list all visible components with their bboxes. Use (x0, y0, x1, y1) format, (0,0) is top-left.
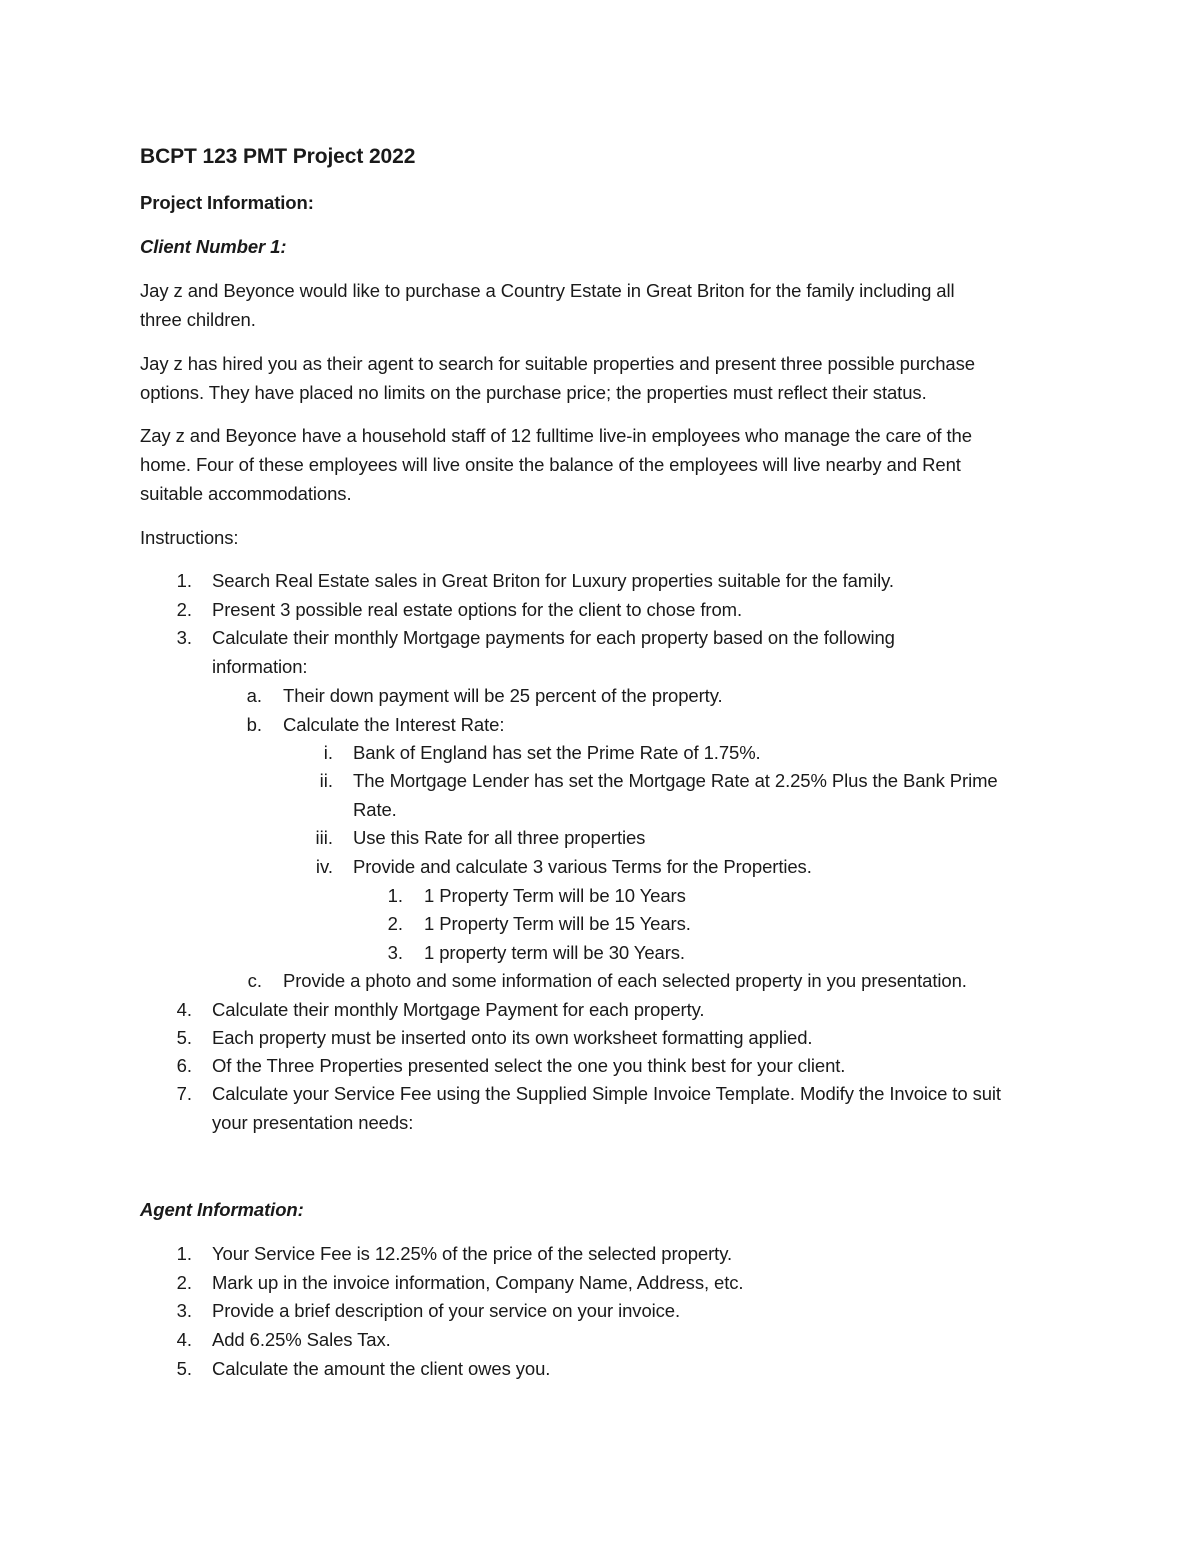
agent-heading: Agent Information: (140, 1199, 304, 1220)
list-item: Add 6.25% Sales Tax. (212, 1329, 391, 1350)
paragraph-line: options. They have placed no limits on the purchase price; the properties must reflect their status. (140, 382, 927, 403)
paragraph-line: Jay z has hired you as their agent to search for suitable properties and present three possible purchase (140, 353, 975, 374)
list-item: Present 3 possible real estate options for the client to chose from. (212, 599, 742, 620)
paragraph-line: home. Four of these employees will live onsite the balance of the employees will live nearby and Rent (140, 454, 961, 475)
client-heading: Client Number 1: (140, 236, 287, 257)
list-marker: 1. (387, 885, 403, 906)
list-marker: 2. (176, 599, 192, 620)
list-item: Calculate the Interest Rate: (283, 714, 505, 735)
list-marker: 1. (176, 570, 192, 591)
list-marker: 4. (176, 999, 192, 1020)
list-item: Calculate their monthly Mortgage payments for each property based on the following (212, 627, 895, 648)
list-item-continuation: your presentation needs: (212, 1112, 414, 1133)
list-marker: 4. (176, 1329, 192, 1350)
list-marker: ii. (319, 770, 333, 791)
list-marker: 6. (176, 1055, 192, 1076)
list-marker: a. (246, 685, 262, 706)
list-item: Their down payment will be 25 percent of the property. (283, 685, 723, 706)
list-marker: 5. (176, 1358, 192, 1379)
list-marker: 3. (176, 1300, 192, 1321)
list-item: Of the Three Properties presented select the one you think best for your client. (212, 1055, 846, 1076)
list-item: Use this Rate for all three properties (353, 827, 646, 848)
list-item: 1 property term will be 30 Years. (424, 942, 685, 963)
list-marker: 7. (176, 1083, 192, 1104)
list-item: Provide a photo and some information of each selected property in you presentation. (283, 970, 967, 991)
list-item: Bank of England has set the Prime Rate of 1.75%. (353, 742, 761, 763)
paragraph-line: three children. (140, 309, 256, 330)
list-item: Search Real Estate sales in Great Briton for Luxury properties suitable for the family. (212, 570, 894, 591)
list-item: Provide a brief description of your service on your invoice. (212, 1300, 681, 1321)
paragraph-line: Zay z and Beyonce have a household staff of 12 fulltime live-in employees who manage the care of the (140, 425, 972, 446)
list-item: Your Service Fee is 12.25% of the price of the selected property. (212, 1243, 733, 1264)
list-marker: 3. (387, 942, 403, 963)
list-marker: 1. (176, 1243, 192, 1264)
list-item: Mark up in the invoice information, Company Name, Address, etc. (212, 1272, 744, 1293)
instructions-heading: Instructions: (140, 527, 239, 548)
list-marker: 3. (176, 627, 192, 648)
paragraph-line: suitable accommodations. (140, 483, 352, 504)
list-item: Each property must be inserted onto its own worksheet formatting applied. (212, 1027, 813, 1048)
list-marker: 5. (176, 1027, 192, 1048)
list-item: The Mortgage Lender has set the Mortgage Rate at 2.25% Plus the Bank Prime (353, 770, 998, 791)
list-item-continuation: information: (212, 656, 308, 677)
list-marker: iii. (315, 827, 333, 848)
document-title: BCPT 123 PMT Project 2022 (140, 145, 416, 168)
list-item: 1 Property Term will be 15 Years. (424, 913, 691, 934)
list-marker: 2. (176, 1272, 192, 1293)
list-marker: c. (247, 970, 262, 991)
list-item: Calculate your Service Fee using the Supplied Simple Invoice Template. Modify the Invoice to suit (212, 1083, 1001, 1104)
paragraph-line: Jay z and Beyonce would like to purchase a Country Estate in Great Briton for the family including all (140, 280, 955, 301)
project-info-heading: Project Information: (140, 192, 314, 213)
list-item: 1 Property Term will be 10 Years (424, 885, 686, 906)
list-marker: 2. (387, 913, 403, 934)
list-item: Calculate the amount the client owes you. (212, 1358, 551, 1379)
list-marker: i. (323, 742, 333, 763)
list-item-continuation: Rate. (353, 799, 397, 820)
list-marker: b. (246, 714, 262, 735)
list-item: Provide and calculate 3 various Terms for the Properties. (353, 856, 812, 877)
list-item: Calculate their monthly Mortgage Payment for each property. (212, 999, 705, 1020)
list-marker: iv. (315, 856, 333, 877)
